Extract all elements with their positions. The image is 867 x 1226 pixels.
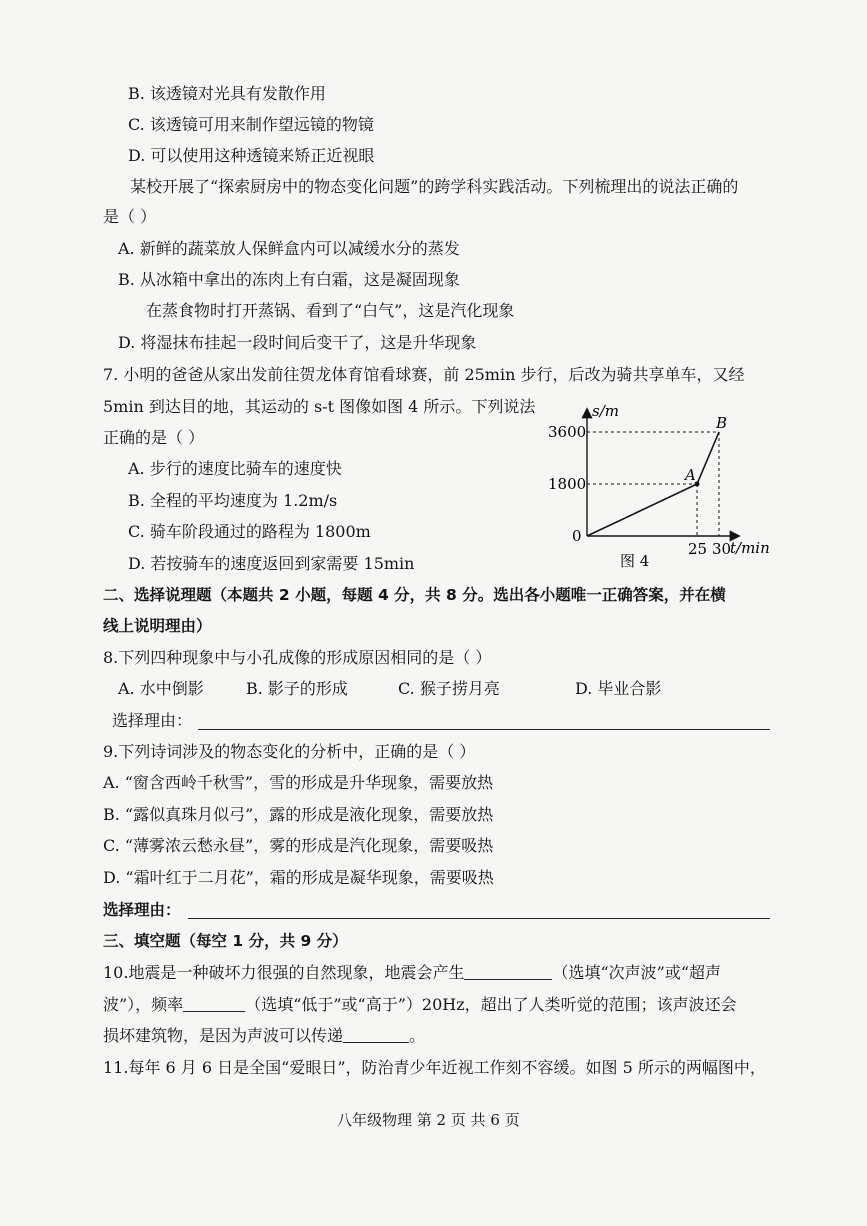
- figure-4-st-graph: [540, 400, 770, 575]
- y-axis-label: s/m: [592, 402, 619, 420]
- q5-option-c: C. 该透镜可用来制作望远镜的物镜: [128, 115, 374, 134]
- y-tick-label-3600: 3600: [548, 423, 587, 441]
- figure-4-caption: 图 4: [620, 552, 650, 570]
- q9-option-d: D. “霜叶红于二月花”，霜的形成是凝华现象，需要吸热: [103, 868, 494, 887]
- q7-option-b: B. 全程的平均速度为 1.2m/s: [128, 491, 338, 510]
- q11-line1: 11.每年 6 月 6 日是全国“爱眼日”，防治青少年近视工作刻不容缓。如图 5 所示的两幅图中，: [103, 1058, 766, 1077]
- q10-text-part5: 损坏建筑物，是因为声波可以传递: [103, 1026, 344, 1045]
- y-tick-label-1800: 1800: [548, 475, 587, 493]
- point-a-label: A: [685, 466, 696, 484]
- q5-option-b: B. 该透镜对光具有发散作用: [128, 84, 326, 103]
- q9-reason-answer-line[interactable]: [188, 918, 770, 919]
- q7-stem-line3: 正确的是（ ）: [103, 428, 205, 447]
- x-tick-label-25: 25: [688, 540, 708, 558]
- q10-blank-2[interactable]: [183, 995, 245, 1012]
- q8-option-d: D. 毕业合影: [575, 679, 662, 698]
- q8-option-a: A. 水中倒影: [118, 679, 204, 698]
- q10-text-part1: 10.地震是一种破坏力很强的自然现象，地震会产生: [103, 963, 465, 982]
- q10-blank-3[interactable]: [343, 1026, 409, 1043]
- section-2-title-line2: 线上说明理由）: [103, 617, 212, 635]
- origin-label: 0: [572, 527, 582, 545]
- q8-option-b: B. 影子的形成: [246, 679, 348, 698]
- q10-line2: [103, 995, 737, 1015]
- q7-option-a: A. 步行的速度比骑车的速度快: [128, 459, 342, 478]
- q10-text-part4: （选填“低于”或“高于”）20Hz，超出了人类听觉的范围；该声波还会: [245, 995, 737, 1014]
- q10-blank-1[interactable]: [464, 963, 552, 980]
- q7-option-c: C. 骑车阶段通过的路程为 1800m: [128, 522, 371, 541]
- page-footer: 八年级物理 第 2 页 共 6 页: [337, 1111, 520, 1129]
- q9-option-a: A. “窗含西岭千秋雪”，雪的形成是升华现象，需要放热: [103, 773, 494, 792]
- q8-reason-answer-line[interactable]: [198, 729, 770, 730]
- x-axis-label: t/min: [730, 539, 770, 557]
- point-b-label: B: [716, 414, 728, 432]
- q7-stem-line2: 5min 到达目的地，其运动的 s-t 图像如图 4 所示。下列说法: [103, 397, 536, 416]
- q8-stem: 8.下列四种现象中与小孔成像的形成原因相同的是（ ）: [103, 648, 492, 667]
- section-3-title: 三、填空题（每空 1 分，共 9 分）: [103, 932, 348, 950]
- q10-text-part6: 。: [409, 1026, 426, 1045]
- q8-reason-label: 选择理由：: [112, 711, 193, 730]
- q9-stem: 9.下列诗词涉及的物态变化的分析中，正确的是（ ）: [103, 742, 476, 761]
- q6-option-a: A. 新鲜的蔬菜放人保鲜盒内可以减缓水分的蒸发: [118, 239, 460, 258]
- q5-option-d: D. 可以使用这种透镜来矫正近视眼: [128, 146, 375, 165]
- q9-option-b: B. “露似真珠月似弓”，露的形成是液化现象，需要放热: [103, 805, 494, 824]
- q10-text-part3: 波”），频率: [103, 995, 184, 1014]
- q10-text-part2: （选填“次声波”或“超声: [552, 963, 721, 982]
- q6-stem-line2: 是（ ）: [103, 207, 157, 226]
- q9-reason-label: 选择理由：: [103, 901, 181, 919]
- q10-line1: [103, 963, 721, 983]
- q10-line3: [103, 1026, 425, 1046]
- q6-stem-line1: 某校开展了“探索厨房中的物态变化问题”的跨学科实践活动。下列梳理出的说法正确的: [130, 177, 739, 196]
- q7-option-d: D. 若按骑车的速度返回到家需要 15min: [128, 554, 415, 573]
- q6-option-b: B. 从冰箱中拿出的冻肉上有白霜，这是凝固现象: [118, 270, 460, 289]
- q6-option-c: 在蒸食物时打开蒸锅、看到了“白气”，这是汽化现象: [146, 301, 515, 320]
- section-2-title-line1: 二、选择说理题（本题共 2 小题，每题 4 分，共 8 分。选出各小题唯一正确答案，并在横: [103, 586, 726, 604]
- x-tick-label-30: 30: [712, 540, 732, 558]
- q7-stem-line1: 7. 小明的爸爸从家出发前往贺龙体育馆看球赛，前 25min 步行，后改为骑共享单车，又经: [103, 365, 745, 384]
- q6-option-d: D. 将湿抹布挂起一段时间后变干了，这是升华现象: [118, 333, 477, 352]
- q9-option-c: C. “薄雾浓云愁永昼”，雾的形成是汽化现象，需要吸热: [103, 836, 494, 855]
- q8-option-c: C. 猴子捞月亮: [398, 679, 500, 698]
